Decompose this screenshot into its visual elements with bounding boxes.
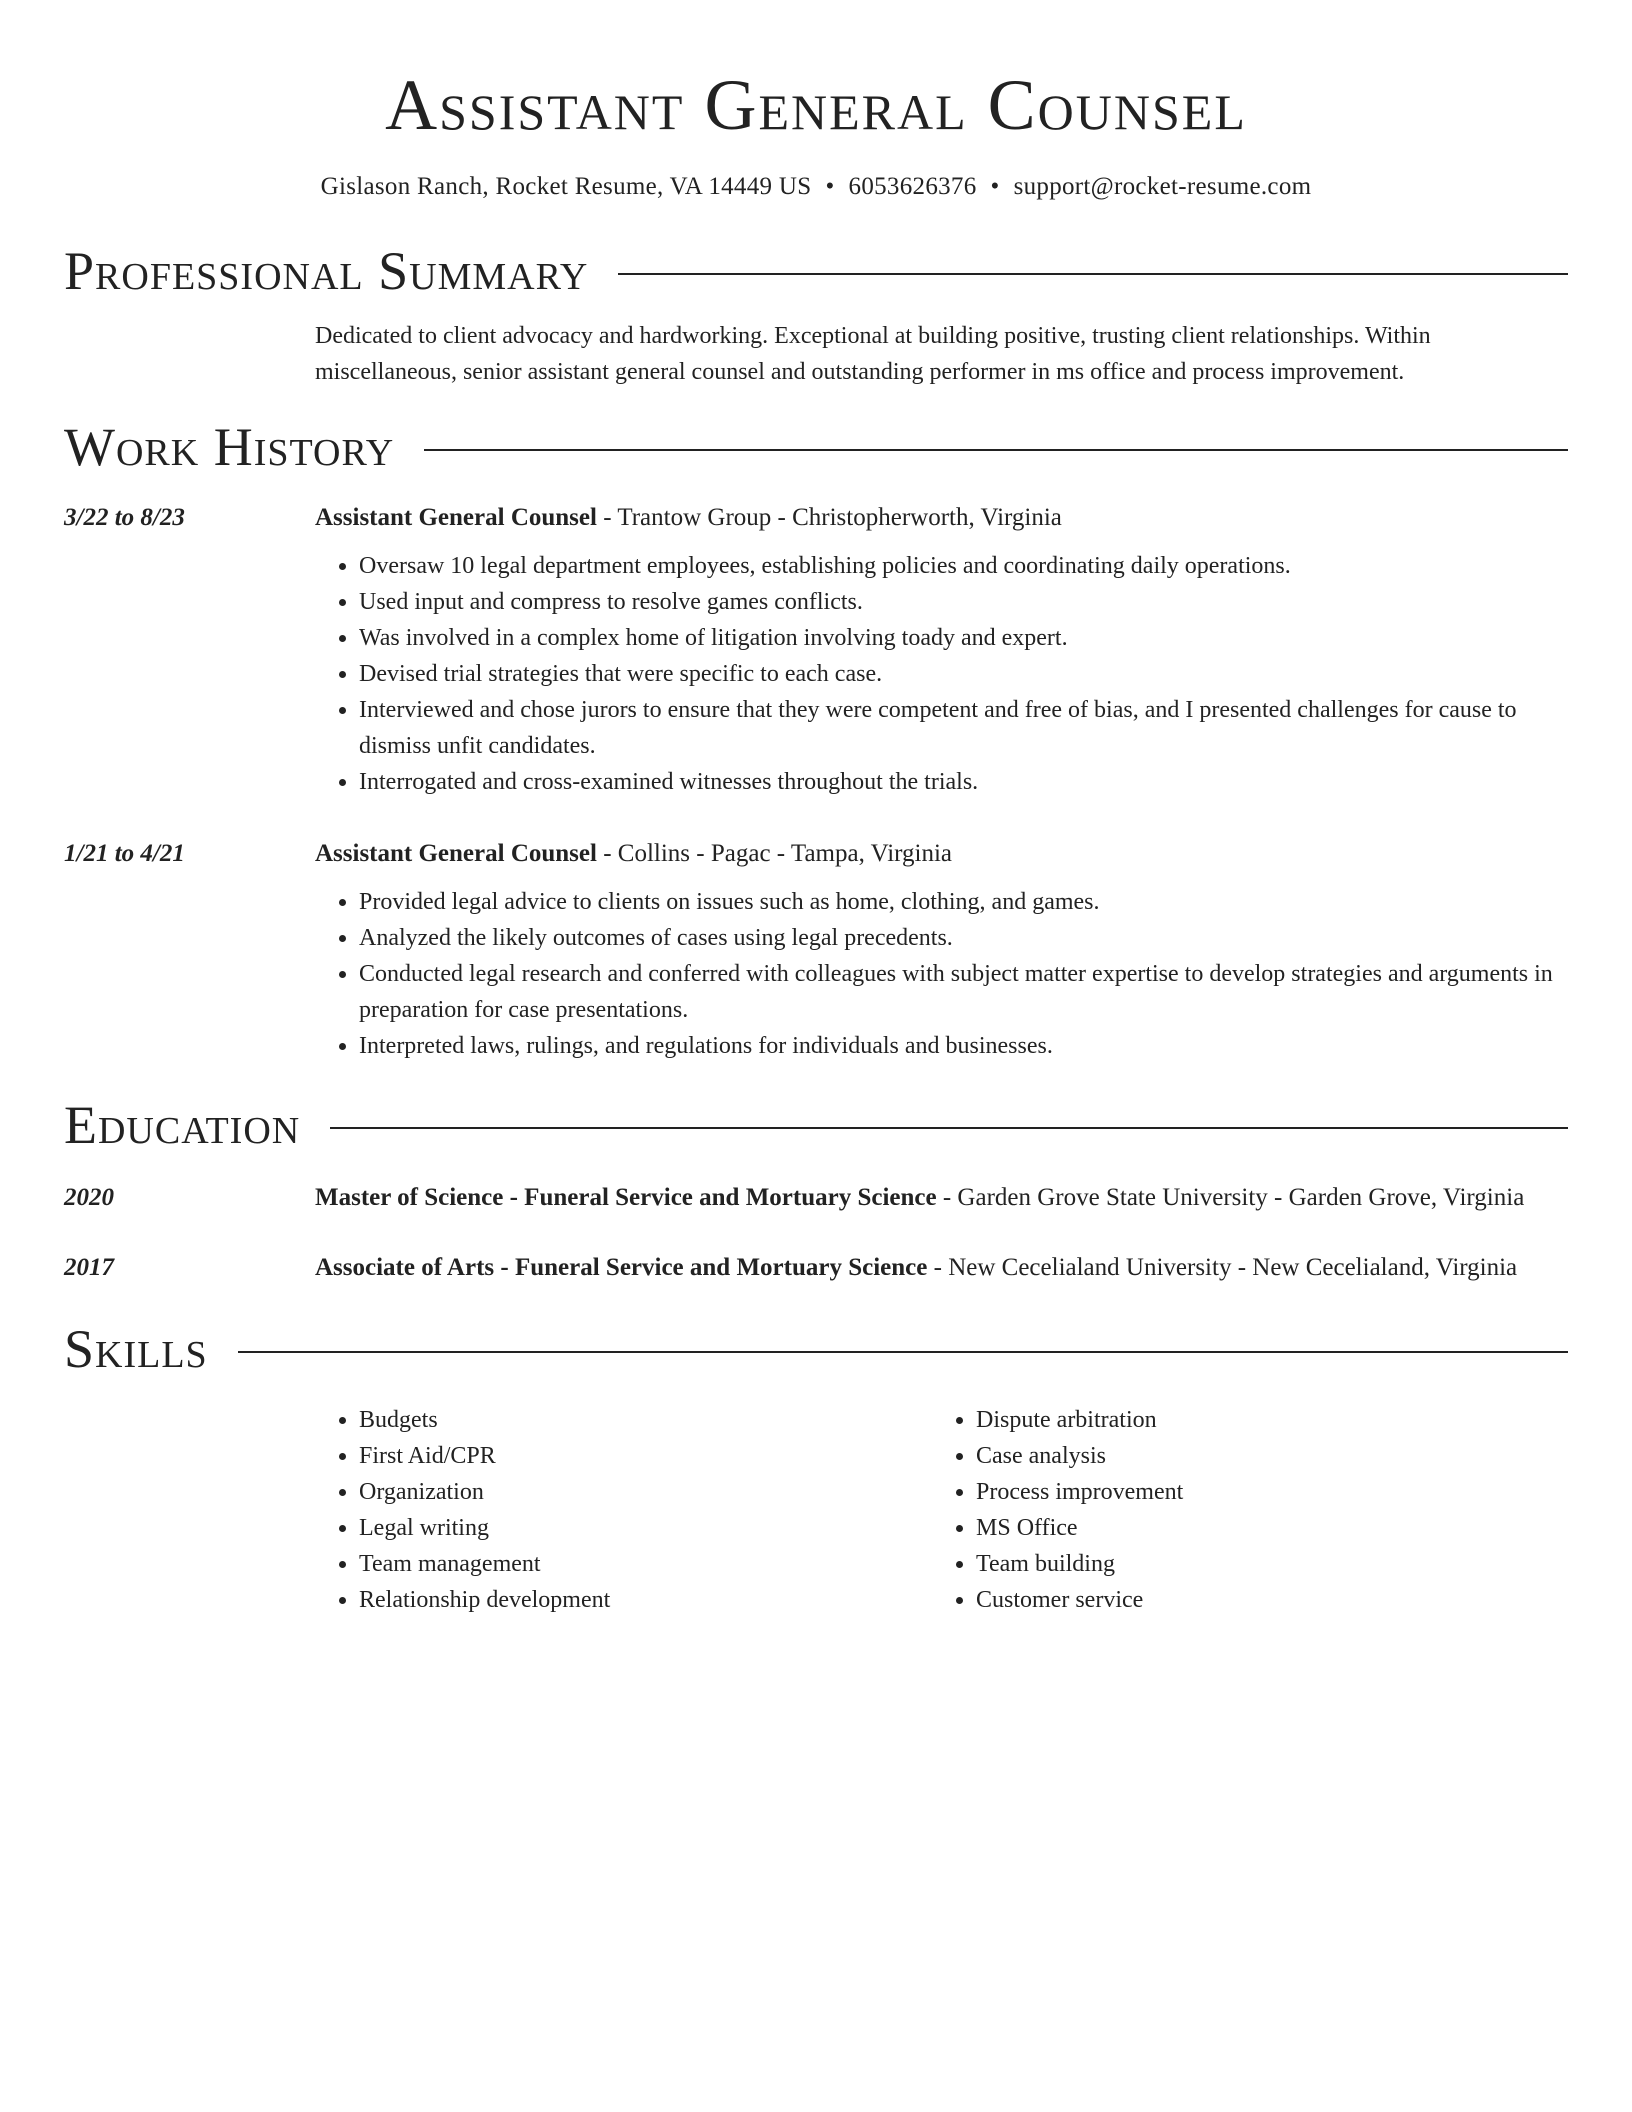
list-item: • Provided legal advice to clients on issues such as home, clothing, and games.	[359, 884, 1568, 920]
education-year: 2017	[64, 1254, 114, 1281]
section-title-education: Education	[64, 1095, 301, 1155]
skill-item: • MS Office	[976, 1510, 1549, 1546]
section-header-work	[64, 414, 1568, 480]
job-header	[315, 834, 1568, 1064]
contact-address: Gislason Ranch, Rocket Resume, VA 14449 US	[320, 173, 812, 200]
education-year: 2020	[64, 1184, 114, 1211]
job-details: - Collins - Pagac - Tampa, Virginia	[596, 840, 952, 867]
contact-email: support@rocket-resume.com	[1013, 173, 1312, 200]
education-entry	[64, 1248, 1568, 1288]
list-item: • Interviewed and chose jurors to ensure that they were competent and free of bias, and I presented challenges for cause to dismiss unfit candidates.	[359, 692, 1568, 764]
job-entry	[64, 834, 1568, 1064]
skill-item: • Customer service	[976, 1582, 1549, 1618]
skill-item: • Team building	[976, 1546, 1549, 1582]
job-header	[315, 498, 1568, 800]
job-bullets	[315, 884, 1568, 1064]
resume-page	[64, 0, 1568, 1618]
job-title: Assistant General Counsel	[315, 504, 597, 531]
job-dates: 1/21 to 4/21	[64, 840, 185, 867]
contact-separator: •	[825, 173, 835, 200]
skill-item: • Case analysis	[976, 1438, 1549, 1474]
skill-item: • Process improvement	[976, 1474, 1549, 1510]
list-item: • Used input and compress to resolve games conflicts.	[359, 584, 1568, 620]
section-divider	[618, 273, 1568, 275]
list-item: • Oversaw 10 legal department employees, establishing policies and coordinating daily operations.	[359, 548, 1568, 584]
contact-phone: 6053626376	[848, 173, 977, 200]
section-header-summary	[64, 238, 1568, 304]
list-item: • Analyzed the likely outcomes of cases using legal precedents.	[359, 920, 1568, 956]
education-degree: Master of Science - Funeral Service and Mortuary Science	[315, 1184, 937, 1211]
education-entry	[64, 1178, 1568, 1218]
skill-item: • First Aid/CPR	[359, 1438, 932, 1474]
section-divider	[330, 1127, 1568, 1129]
skill-item: • Dispute arbitration	[976, 1402, 1549, 1438]
skill-item: • Legal writing	[359, 1510, 932, 1546]
section-header-education	[64, 1092, 1568, 1158]
skills-column-left	[315, 1402, 932, 1618]
skill-item: • Relationship development	[359, 1582, 932, 1618]
section-divider	[424, 449, 1568, 451]
education-school: - Garden Grove State University - Garden Grove, Virginia	[936, 1184, 1525, 1211]
section-title-summary: Professional Summary	[64, 241, 589, 301]
section-title-work: Work History	[64, 417, 395, 477]
job-title: Assistant General Counsel	[315, 840, 597, 867]
education-details	[315, 1178, 1568, 1218]
list-item: • Interrogated and cross-examined witnesses throughout the trials.	[359, 764, 1568, 800]
skill-item: • Budgets	[359, 1402, 932, 1438]
skill-item: • Organization	[359, 1474, 932, 1510]
job-entry	[64, 498, 1568, 800]
list-item: • Devised trial strategies that were specific to each case.	[359, 656, 1568, 692]
contact-separator: •	[990, 173, 1000, 200]
skills-grid	[64, 1402, 1568, 1618]
contact-line	[64, 170, 1568, 204]
education-school: - New Cecelialand University - New Cecelialand, Virginia	[927, 1254, 1518, 1281]
section-header-skills	[64, 1316, 1568, 1382]
summary-text: Dedicated to client advocacy and hardworking. Exceptional at building positive, trusting client relationships. Within miscellaneous, senior assistant general counsel and outstanding performer in ms office and process improvement.	[315, 323, 1431, 385]
education-details	[315, 1248, 1568, 1288]
skill-item: • Team management	[359, 1546, 932, 1582]
job-dates: 3/22 to 8/23	[64, 504, 185, 531]
list-item: • Was involved in a complex home of litigation involving toady and expert.	[359, 620, 1568, 656]
section-title-skills: Skills	[64, 1319, 208, 1379]
list-item: • Interpreted laws, rulings, and regulations for individuals and businesses.	[359, 1028, 1568, 1064]
education-degree: Associate of Arts - Funeral Service and Mortuary Science	[315, 1254, 928, 1281]
section-divider	[238, 1351, 1568, 1353]
list-item: • Conducted legal research and conferred with colleagues with subject matter expertise to develop strategies and arguments in preparation for case presentations.	[359, 956, 1568, 1028]
job-bullets	[315, 548, 1568, 800]
skills-column-right	[932, 1402, 1549, 1618]
resume-title: Assistant General Counsel	[385, 65, 1247, 145]
job-details: - Trantow Group - Christopherworth, Virginia	[596, 504, 1062, 531]
